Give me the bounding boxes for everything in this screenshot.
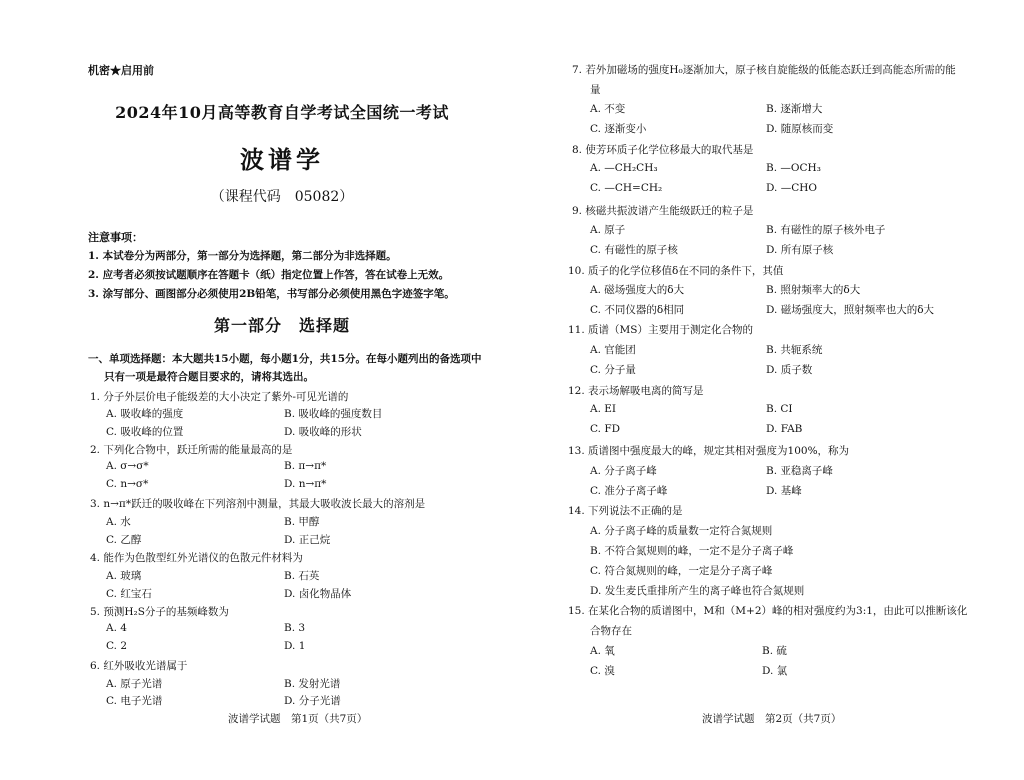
question-stem: 3. n→π*跃迁的吸收峰在下列溶剂中测量，其最大吸收波长最大的溶剂是 — [90, 498, 426, 510]
question-stem: 7. 若外加磁场的强度H₀逐渐加大，原子核自旋能级的低能态跃迁到高能态所需的能 — [572, 64, 956, 76]
option: A. 氧 — [590, 645, 615, 657]
page-footer: 波谱学试题 第1页（共7页） — [228, 713, 368, 725]
option: B. 发射光谱 — [284, 678, 341, 690]
option: D. 分子光谱 — [284, 695, 341, 707]
option: C. 电子光谱 — [106, 695, 163, 707]
option: B. 石英 — [284, 570, 320, 582]
subject-title: 波谱学 — [240, 145, 324, 174]
option: C. 乙醇 — [106, 534, 142, 546]
option: C. 分子量 — [590, 364, 636, 376]
exam-title: 2024年10月高等教育自学考试全国统一考试 — [115, 103, 449, 122]
option: C. 有磁性的原子核 — [590, 244, 678, 256]
question-stem: 9. 核磁共振波谱产生能级跃迁的粒子是 — [572, 205, 754, 217]
option: B. 逐渐增大 — [766, 103, 823, 115]
option: D. 正己烷 — [284, 534, 331, 546]
option: A. 官能团 — [590, 344, 636, 356]
section-instructions: 只有一项是最符合题目要求的，请将其选出。 — [104, 371, 314, 383]
question-stem: 量 — [590, 84, 601, 96]
option: D. 随原核而变 — [766, 123, 834, 135]
option: A. 4 — [106, 622, 127, 634]
page-footer: 波谱学试题 第2页（共7页） — [702, 713, 842, 725]
question-stem: 合物存在 — [590, 625, 632, 637]
question-stem: 12. 表示场解吸电离的简写是 — [568, 385, 704, 397]
question-stem: 11. 质谱（MS）主要用于测定化合物的 — [568, 324, 753, 336]
option: B. CI — [766, 403, 793, 415]
option: C. n→σ* — [106, 478, 149, 490]
question-stem: 10. 质子的化学位移值δ在不同的条件下，其值 — [568, 265, 784, 277]
option: B. 不符合氮规则的峰，一定不是分子离子峰 — [590, 545, 794, 557]
option: A. EI — [590, 403, 617, 415]
option: C. 2 — [106, 640, 128, 652]
option: C. FD — [590, 423, 621, 435]
option: B. 有磁性的原子核外电子 — [766, 224, 886, 236]
question-stem: 13. 质谱图中强度最大的峰，规定其相对强度为100%，称为 — [568, 445, 850, 457]
notes-heading: 注意事项： — [88, 231, 143, 244]
option: C. 符合氮规则的峰，一定是分子离子峰 — [590, 565, 773, 577]
question-stem: 4. 能作为色散型红外光谱仪的色散元件材料为 — [90, 552, 303, 564]
question-stem: 6. 红外吸收光谱属于 — [90, 660, 188, 672]
question-stem: 15. 在某化合物的质谱图中，M和（M+2）峰的相对强度约为3:1，由此可以推断该化 — [568, 605, 968, 617]
option: A. 水 — [106, 516, 131, 528]
option: C. 逐渐变小 — [590, 123, 647, 135]
option: D. 1 — [284, 640, 306, 652]
option: A. 磁场强度大的δ大 — [590, 284, 685, 296]
note-item: 3. 涂写部分、画图部分必须使用2B铅笔，书写部分必须使用黑色字迹签字笔。 — [88, 288, 455, 300]
note-item: 2. 应考者必须按试题顺序在答题卡（纸）指定位置上作答，答在试卷上无效。 — [88, 269, 450, 281]
option: A. 原子 — [590, 224, 626, 236]
option: D. 发生麦氏重排所产生的离子峰也符合氮规则 — [590, 585, 805, 597]
option: B. 照射频率大的δ大 — [766, 284, 861, 296]
option: D. 卤化物晶体 — [284, 588, 352, 600]
option: A. 玻璃 — [106, 570, 142, 582]
question-stem: 2. 下列化合物中，跃迁所需的能量最高的是 — [90, 444, 293, 456]
note-item: 1. 本试卷分为两部分，第一部分为选择题，第二部分为非选择题。 — [88, 250, 397, 262]
option: A. 吸收峰的强度 — [106, 408, 184, 420]
option: C. —CH=CH₂ — [590, 182, 663, 194]
option: D. 氯 — [762, 665, 788, 677]
option: B. 硫 — [762, 645, 787, 657]
option: C. 红宝石 — [106, 588, 152, 600]
option: B. 共轭系统 — [766, 344, 823, 356]
option: A. 分子离子峰 — [590, 465, 657, 477]
option: B. 吸收峰的强度数目 — [284, 408, 383, 420]
option: D. 所有原子核 — [766, 244, 834, 256]
option: B. 亚稳离子峰 — [766, 465, 833, 477]
option: B. 3 — [284, 622, 306, 634]
option: D. —CHO — [766, 182, 818, 194]
option: D. 磁场强度大，照射频率也大的δ大 — [766, 304, 935, 316]
option: A. 原子光谱 — [106, 678, 163, 690]
option: C. 溴 — [590, 665, 615, 677]
option: D. 基峰 — [766, 485, 802, 497]
option: D. FAB — [766, 423, 803, 435]
option: B. π→π* — [284, 460, 327, 472]
option: D. 质子数 — [766, 364, 813, 376]
question-stem: 14. 下列说法不正确的是 — [568, 505, 683, 517]
course-code: （课程代码 05082） — [210, 189, 354, 205]
option: A. 分子离子峰的质量数一定符合氮规则 — [590, 525, 773, 537]
exam-page-2 — [512, 0, 1024, 780]
part-title: 第一部分 选择题 — [213, 316, 350, 335]
option: A. —CH₂CH₃ — [590, 162, 658, 174]
option: D. n→π* — [284, 478, 327, 490]
option: B. 甲醇 — [284, 516, 320, 528]
option: A. 不变 — [590, 103, 626, 115]
section-instructions: 一、单项选择题：本大题共15小题，每小题1分，共15分。在每小题列出的备选项中 — [88, 353, 482, 365]
option: A. σ→σ* — [106, 460, 149, 472]
option: B. —OCH₃ — [766, 162, 821, 174]
question-stem: 8. 使芳环质子化学位移最大的取代基是 — [572, 144, 754, 156]
question-stem: 1. 分子外层价电子能级差的大小决定了紫外-可见光谱的 — [90, 391, 349, 403]
option: D. 吸收峰的形状 — [284, 426, 362, 438]
option: C. 准分子离子峰 — [590, 485, 668, 497]
option: C. 不同仪器的δ相同 — [590, 304, 685, 316]
confidential-label: 机密★启用前 — [88, 64, 154, 77]
question-stem: 5. 预测H₂S分子的基频峰数为 — [90, 606, 229, 618]
option: C. 吸收峰的位置 — [106, 426, 184, 438]
